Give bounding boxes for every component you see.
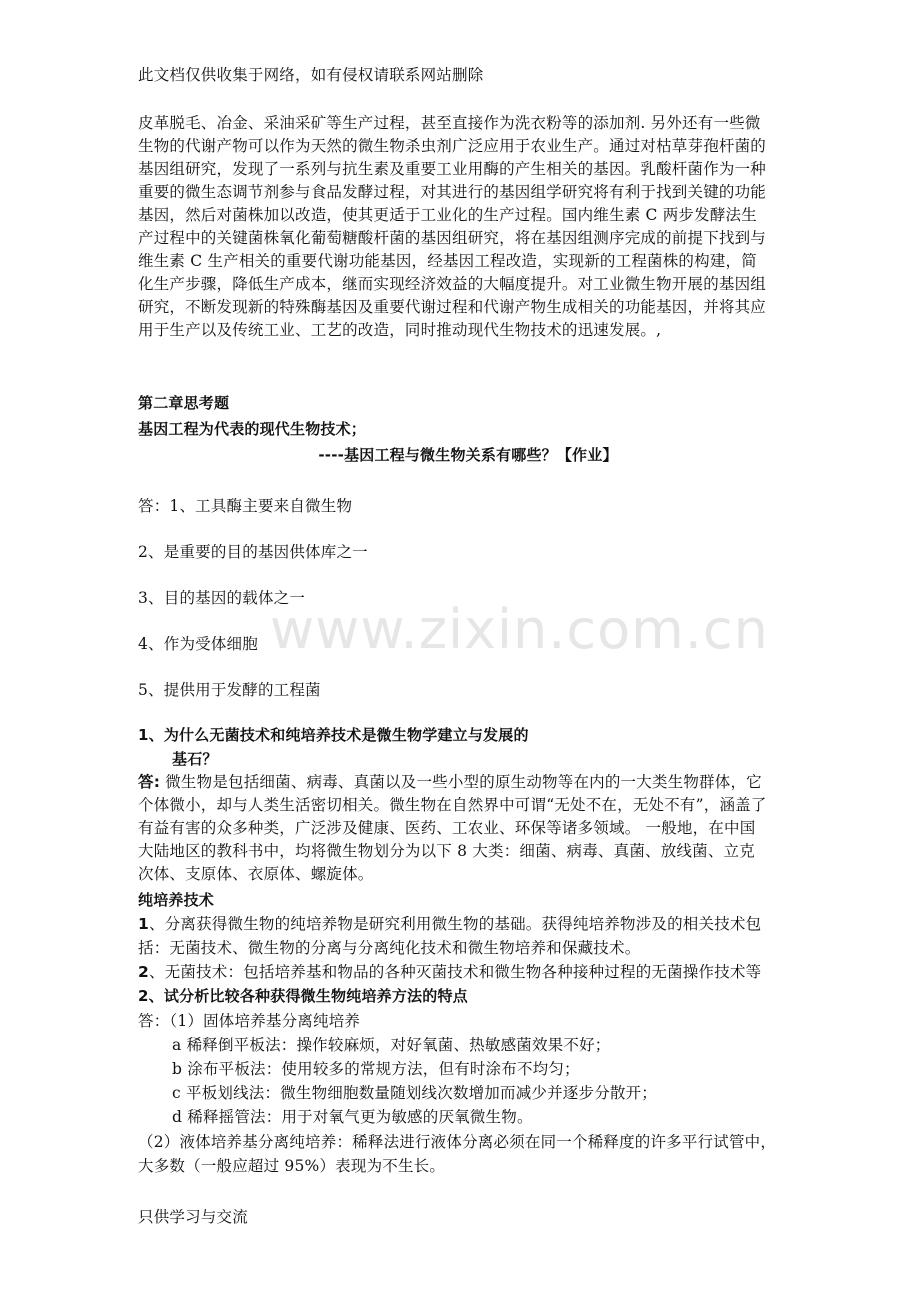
liquid-culture-line: （2）液体培养基分离纯培养：稀释法进行液体分离必须在同一个稀释度的许多平行试管中， [138, 1133, 777, 1151]
q2-answer-head: 答：（1）固体培养基分离纯培养 [138, 1012, 361, 1030]
watermark: www.zixin.com.cn [270, 598, 769, 661]
paragraph-line: 化生产步骤，降低生产成本，继而实现经济效益的大幅度提升。对工业微生物开展的基因组 [138, 275, 767, 293]
item-text: 、无菌技术：包括培养基和物品的各种灭菌技术和微生物各种接种过程的无菌操作技术等 [149, 963, 762, 981]
paragraph-line: 研究，不断发现新的特殊酶基因及重要代谢过程和代谢产物生成相关的功能基因，并将其应 [138, 298, 767, 316]
item-number: 1 [138, 915, 149, 933]
paragraph-line: 基因组研究，发现了一系列与抗生素及重要工业用酶的产生相关的基因。乳酸杆菌作为一种 [138, 160, 767, 178]
paragraph-line: 基因，然后对菌株加以改造，使其更适于工业化的生产过程。国内维生素 C 两步发酵法生 [138, 206, 757, 224]
answer-label: 答: [138, 773, 161, 791]
paragraph-line: 重要的微生态调节剂参与食品发酵过程，对其进行的基因组学研究将有利于找到关键的功能 [138, 183, 767, 201]
q1-answer-line: 个体微小，却与人类生活密切相关。微生物在自然界中可谓“无处不在，无处不有”，涵盖了 [138, 796, 767, 814]
method-item: a 稀释倒平板法：操作较麻烦，对好氧菌、热敏感菌效果不好； [172, 1036, 611, 1054]
item-text: 、分离获得微生物的纯培养物是研究利用微生物的基础。获得纯培养物涉及的相关技术包 [149, 915, 762, 933]
answer-item: 答：1、工具酶主要来自微生物 [138, 497, 353, 515]
paragraph-line: 皮革脱毛、冶金、采油采矿等生产过程，甚至直接作为洗衣粉等的添加剂. 另外还有一些微 [138, 114, 761, 132]
paragraph-line: 生物的代谢产物可以作为天然的微生物杀虫剂广泛应用于农业生产。通过对枯草芽孢杆菌的 [138, 137, 767, 155]
answer-text: 微生物是包括细菌、病毒、真菌以及一些小型的原生动物等在内的一大类生物群体，它 [160, 773, 762, 791]
question-1-title-cont: 基石？ [172, 750, 218, 768]
subheading-pure-culture: 纯培养技术 [138, 891, 215, 909]
q1-answer-line [138, 771, 798, 793]
question-2-title: 2、试分析比较各种获得微生物纯培养方法的特点 [138, 987, 468, 1005]
question-title: ----基因工程与微生物关系有哪些？【作业】 [318, 446, 618, 464]
paragraph-line: 产过程中的关键菌株氧化葡萄糖酸杆菌的基因组研究，将在基因组测序完成的前提下找到与 [138, 229, 767, 247]
liquid-culture-line: 大多数（一般应超过 95%）表现为不生长。 [138, 1157, 446, 1175]
chapter-title: 第二章思考题 [138, 394, 230, 412]
question-1-title: 1、为什么无菌技术和纯培养技术是微生物学建立与发展的 [138, 726, 529, 744]
q1-answer-line: 大陆地区的教科书中，均将微生物划分为以下 8 大类：细菌、病毒、真菌、放线菌、立克 [138, 842, 755, 860]
answer-item: 2、是重要的目的基因供体库之一 [138, 543, 368, 561]
method-item: d 稀释摇管法：用于对氧气更为敏感的厌氧微生物。 [172, 1108, 533, 1126]
method-item: c 平板划线法：微生物细胞数量随划线次数增加而减少并逐步分散开； [172, 1084, 658, 1102]
answer-item: 4、作为受体细胞 [138, 635, 258, 653]
page-header: 此文档仅供收集于网络，如有侵权请联系网站删除 [138, 66, 484, 84]
paragraph-line: 用于生产以及传统工业、工艺的改造，同时推动现代生物技术的迅速发展。, [138, 321, 662, 339]
topic-title: 基因工程为代表的现代生物技术； [138, 420, 367, 438]
pure-culture-item-2 [138, 961, 798, 983]
item-number: 2 [138, 963, 149, 981]
method-item: b 涂布平板法：使用较多的常规方法，但有时涂布不均匀； [172, 1060, 580, 1078]
paragraph-line: 维生素 C 生产相关的重要代谢功能基因，经基因工程改造，实现新的工程菌株的构建，简 [138, 252, 757, 270]
q1-answer-line: 次体、支原体、衣原体、螺旋体。 [138, 865, 374, 883]
answer-item: 3、目的基因的载体之一 [138, 589, 306, 607]
q1-answer-line: 有益有害的众多种类，广泛涉及健康、医药、工农业、环保等诸多领域。 一般地，在中国 [138, 819, 756, 837]
pure-culture-item-1-cont: 括：无菌技术、微生物的分离与分离纯化技术和微生物培养和保藏技术。 [138, 939, 641, 957]
answer-item: 5、提供用于发酵的工程菌 [138, 681, 321, 699]
page-footer: 只供学习与交流 [138, 1208, 248, 1226]
pure-culture-item-1 [138, 913, 798, 935]
